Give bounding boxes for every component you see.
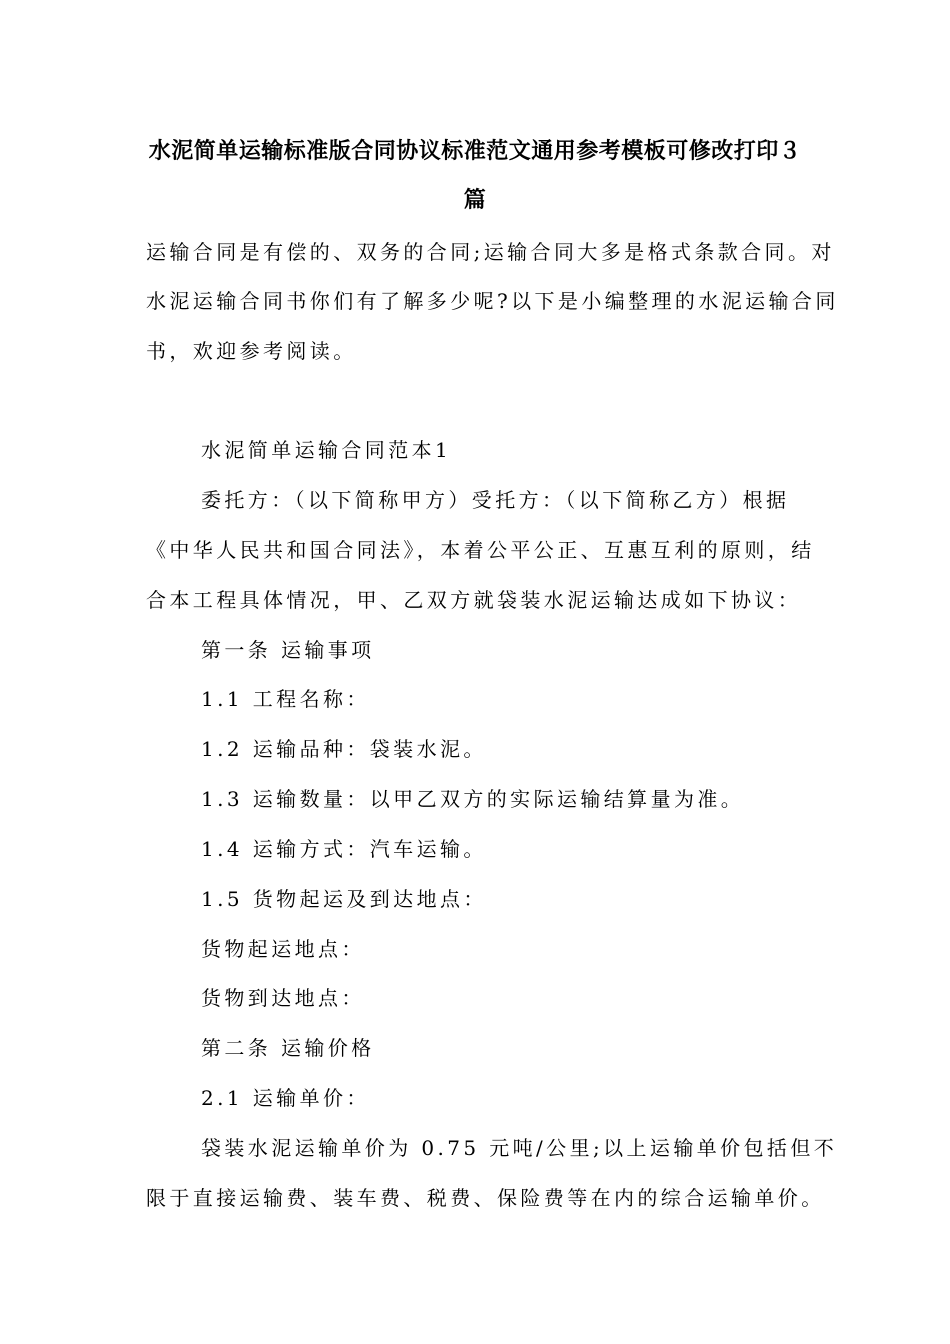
article-1-item-4: 1.4 运输方式：汽车运输。 xyxy=(201,837,487,861)
origin-location: 货物起运地点： xyxy=(201,937,365,961)
article-1-item-3: 1.3 运输数量：以甲乙双方的实际运输结算量为准。 xyxy=(201,787,745,811)
document-title-line-2: 篇 xyxy=(463,188,487,213)
article-1-item-5: 1.5 货物起运及到达地点： xyxy=(201,887,487,911)
intro-line-1: 运输合同是有偿的、双务的合同;运输合同大多是格式条款合同。对 xyxy=(146,240,835,264)
intro-line-2: 水泥运输合同书你们有了解多少呢?以下是小编整理的水泥运输合同 xyxy=(146,289,839,313)
article-1-heading: 第一条 运输事项 xyxy=(201,638,375,662)
preamble-line-3: 合本工程具体情况，甲、乙双方就袋装水泥运输达成如下协议： xyxy=(146,588,802,612)
price-line-2: 限于直接运输费、装车费、税费、保险费等在内的综合运输单价。 xyxy=(146,1186,825,1210)
article-1-item-2: 1.2 运输品种：袋装水泥。 xyxy=(201,737,487,761)
preamble-line-1: 委托方：（以下简称甲方）受托方：（以下简称乙方）根据 xyxy=(201,488,790,512)
document-title-line-1: 水泥简单运输标准版合同协议标准范文通用参考模板可修改打印３ xyxy=(148,139,802,164)
article-1-item-1: 1.1 工程名称： xyxy=(201,687,370,711)
intro-line-3: 书，欢迎参考阅读。 xyxy=(146,339,357,363)
price-line-1: 袋装水泥运输单价为 0.75 元吨/公里;以上运输单价包括但不 xyxy=(201,1136,838,1160)
article-2-item-1: 2.1 运输单价： xyxy=(201,1086,370,1110)
preamble-line-2: 《中华人民共和国合同法》，本着公平公正、互惠互利的原则，结 xyxy=(146,538,815,562)
section-heading: 水泥简单运输合同范本1 xyxy=(201,438,452,462)
article-2-heading: 第二条 运输价格 xyxy=(201,1036,375,1060)
destination-location: 货物到达地点： xyxy=(201,986,365,1010)
